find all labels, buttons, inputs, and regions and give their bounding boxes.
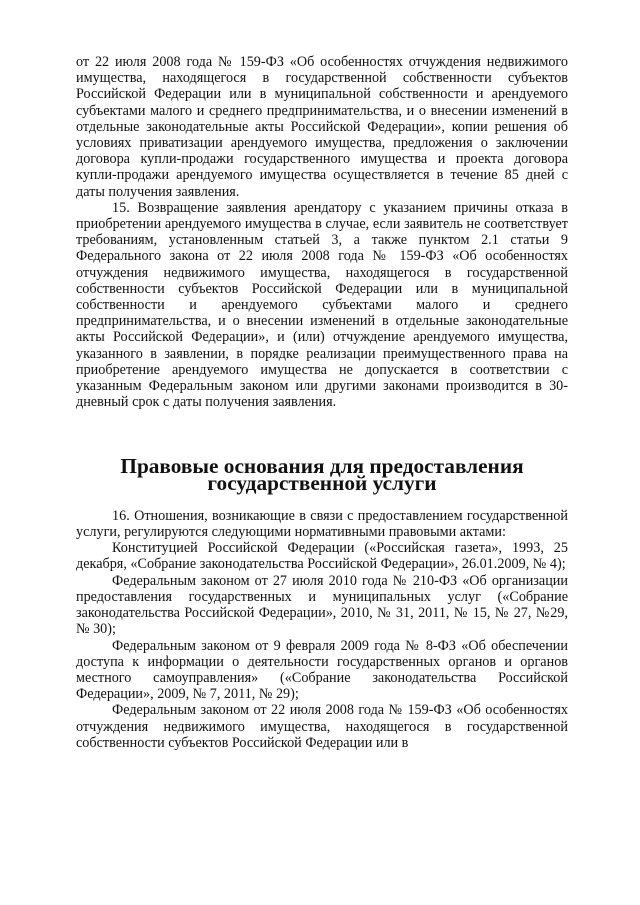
list-item-constitution: Конституцией Российской Федерации («Российская газета», 1993, 25 декабря, «Собрание законодательства Российской Федерации», 26.01.2009, № 4); [76, 540, 568, 573]
list-item-law-8: Федеральным законом от 9 февраля 2009 года № 8-ФЗ «Об обеспечении доступа к информации о деятельности государственных органов и органов местного самоуправления» («Собрание законодательства Российской Федерации», 2009, № 7, 2011, № 29); [76, 637, 568, 703]
section-heading: Правовые основания для предоставления государственной услуги [120, 454, 524, 495]
paragraph-continuation: от 22 июля 2008 года № 159-ФЗ «Об особенностях отчуждения недвижимого имущества, находящегося в государственной собственности субъектов Российской Федерации или в муниципальной собственности и арендуемого субъектами малого и среднего предпринимательства, и о внесении изменений в отдельные законодательные акты Российской Федерации», копии решения об условиях приватизации арендуемого имущества, предложения о заключении договора купли-продажи государственного имущества и проекта договора купли-продажи арендуемого имущества осуществляется в течение 85 дней с даты получения заявления. [76, 54, 568, 200]
paragraph-16: 16. Отношения, возникающие в связи с предоставлением государственной услуги, регулируются следующими нормативными правовыми актами: [76, 507, 568, 541]
document-page [76, 54, 568, 751]
list-item-law-159: Федеральным законом от 22 июля 2008 года № 159-ФЗ «Об особенностях отчуждения недвижимого имущества, находящегося в государственной собственности субъектов Российской Федерации или в [76, 702, 568, 751]
list-item-law-210: Федеральным законом от 27 июля 2010 года № 210-ФЗ «Об организации предоставления государственных и муниципальных услуг («Собрание законодательства Российской Федерации», 2010, № 31, 2011, № 15, № 27, №29, № 30); [76, 572, 568, 638]
section-top [76, 54, 568, 410]
section-bottom [76, 508, 568, 751]
paragraph-15: 15. Возвращение заявления арендатору с указанием причины отказа в приобретении арендуемого имущества в случае, если заявитель не соответствует требованиям, установленным статьей 3, а также пунктом 2.1 статьи 9 Федерального закона от 22 июля 2008 года № 159-ФЗ «Об особенностях отчуждения недвижимого имущества, находящегося в государственной собственности субъектов Российской Федерации или в муниципальной собственности и арендуемого субъектами малого и среднего предпринимательства, и о внесении изменений в отдельные законодательные акты Российской Федерации», и (или) отчуждение арендуемого имущества, указанного в заявлении, в порядке реализации преимущественного права на приобретение арендуемого имущества не допускается в соответствии с указанным Федеральным законом или другими законами производится в 30-дневный срок с даты получения заявления. [76, 199, 568, 411]
